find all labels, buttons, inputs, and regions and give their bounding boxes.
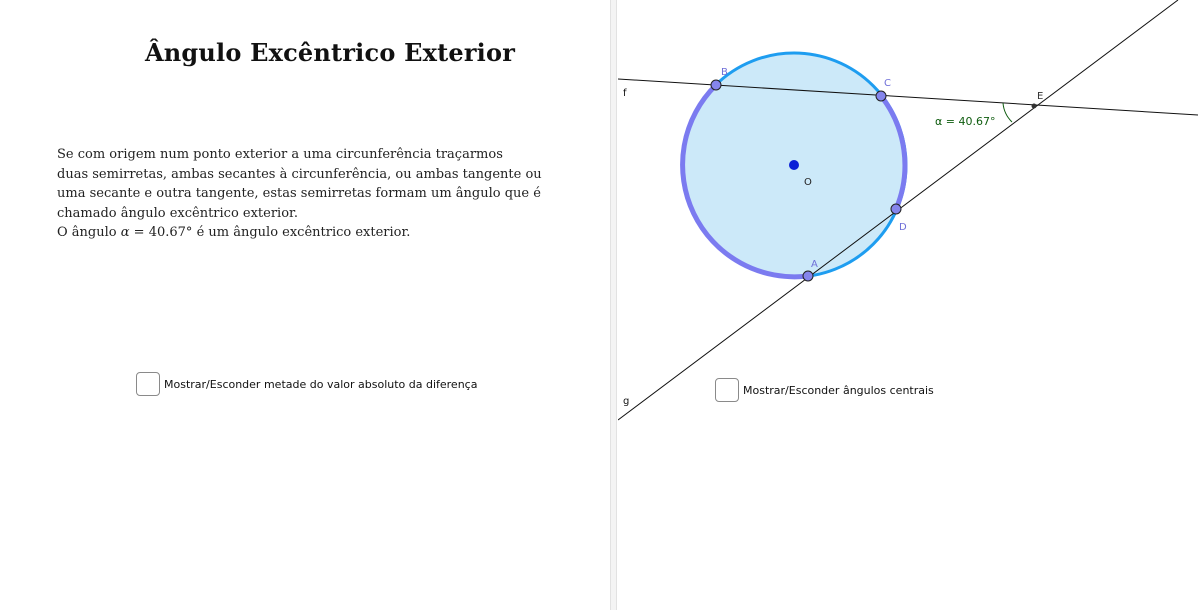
description-line: chamado ângulo excêntrico exterior. [57, 205, 298, 221]
point-c[interactable] [876, 91, 886, 101]
central-angles-checkbox[interactable] [715, 378, 739, 402]
central-angles-checkbox-row[interactable] [715, 378, 934, 402]
point-c-label: C [884, 78, 891, 89]
angle-statement [57, 223, 547, 243]
angle-value: 40.67° [148, 225, 193, 240]
geometry-canvas[interactable] [618, 0, 1200, 610]
point-d[interactable] [891, 204, 901, 214]
point-a-label: A [811, 259, 818, 270]
point-d-label: D [899, 222, 907, 233]
angle-alpha-label: α = 40.67° [935, 115, 996, 128]
page-title: Ângulo Excêntrico Exterior [144, 38, 516, 67]
panel-divider[interactable] [610, 0, 617, 610]
angle-alpha-arc[interactable] [1003, 103, 1012, 122]
half-difference-checkbox-label[interactable]: Mostrar/Esconder metade do valor absoluto da diferença [164, 377, 478, 391]
line-g-label: g [623, 396, 630, 407]
center-point-o[interactable] [789, 160, 799, 170]
central-angles-checkbox-label[interactable]: Mostrar/Esconder ângulos centrais [743, 383, 934, 397]
point-e[interactable] [1032, 104, 1037, 109]
point-b-label: B [721, 67, 728, 78]
point-e-label: E [1037, 91, 1044, 102]
point-a[interactable] [803, 271, 813, 281]
angle-statement-suffix: é um ângulo excêntrico exterior. [196, 225, 411, 240]
center-point-o-label: O [804, 177, 812, 188]
half-difference-checkbox[interactable] [136, 372, 160, 396]
half-difference-checkbox-row[interactable] [136, 372, 477, 396]
line-f-label: f [623, 88, 627, 99]
angle-symbol: α [120, 225, 130, 240]
description-line: uma secante e outra tangente, estas semirretas formam um ângulo que é [57, 186, 541, 201]
angle-statement-prefix: O ângulo [57, 225, 117, 240]
equals-sign: = [133, 225, 145, 240]
description-text [57, 145, 547, 243]
point-b[interactable] [711, 80, 721, 90]
description-line: duas semirretas, ambas secantes à circunferência, ou ambas tangente ou [57, 166, 542, 182]
description-line: Se com origem num ponto exterior a uma circunferência traçarmos [57, 147, 503, 162]
